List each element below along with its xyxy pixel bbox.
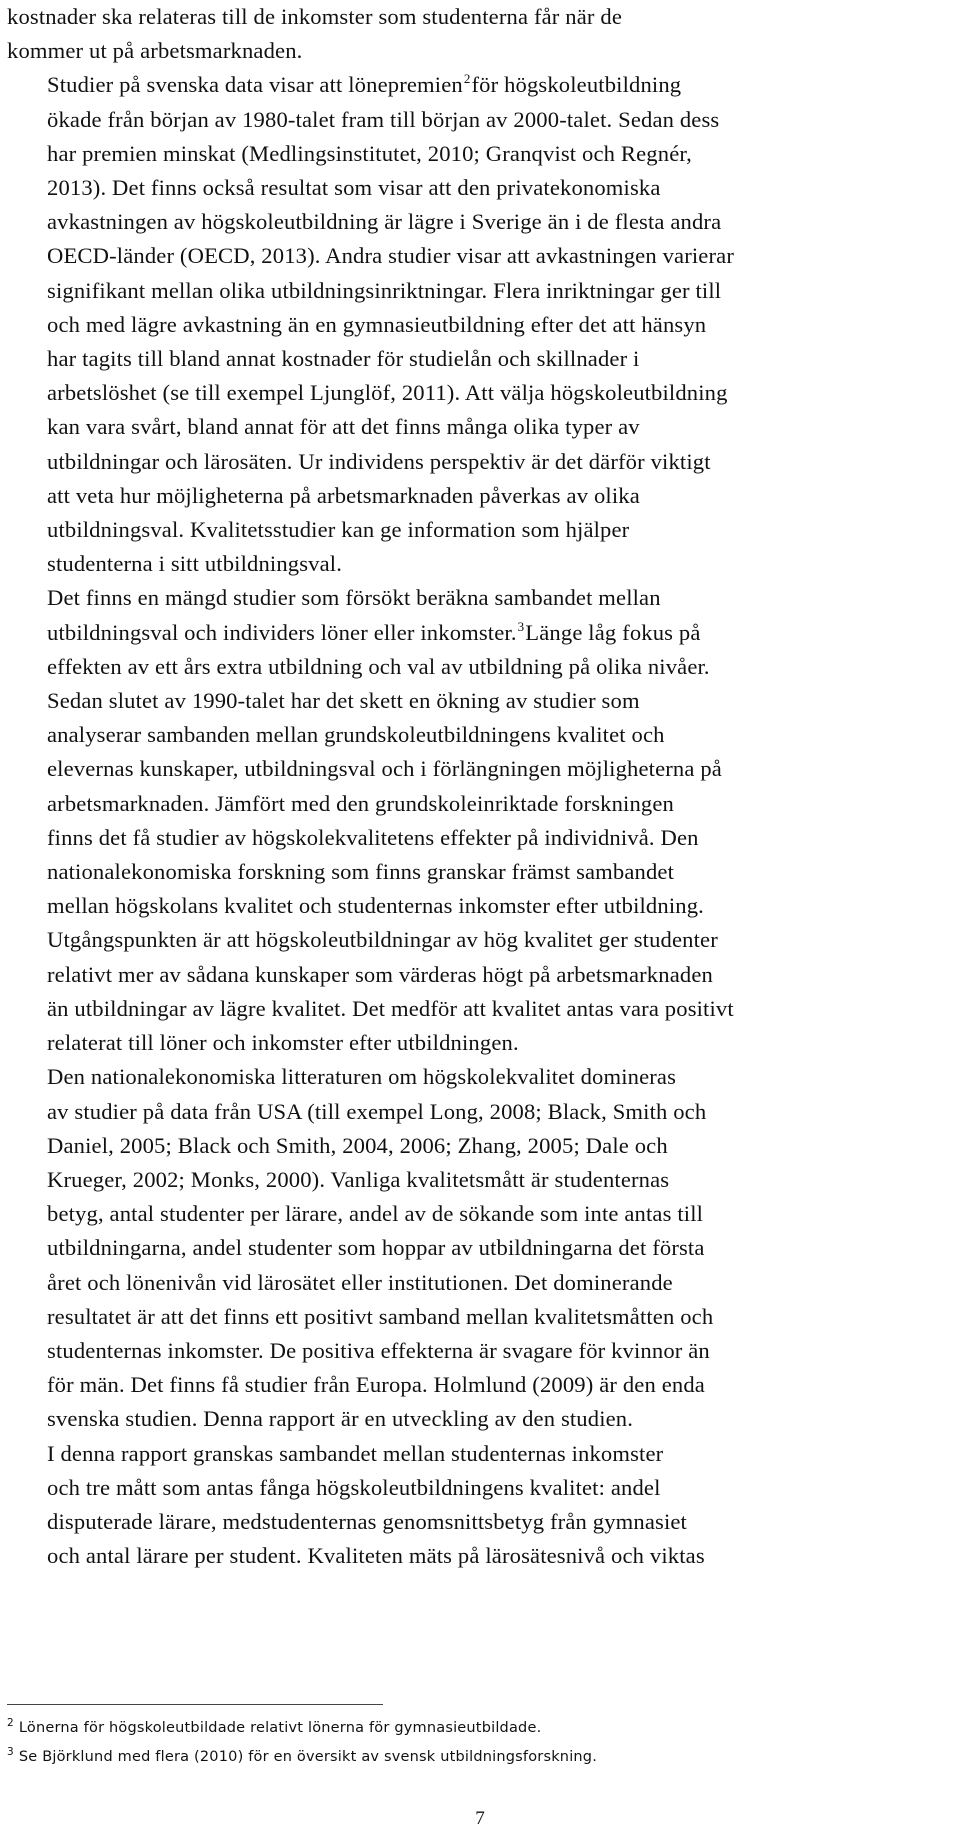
- text-run: att veta hur möjligheterna på arbetsmarknaden påverkas av olika: [47, 482, 640, 508]
- footnote-marker: 3: [7, 1746, 14, 1758]
- footnote-reference[interactable]: 2: [463, 71, 471, 87]
- text-line: [7, 958, 953, 992]
- text-line: [7, 342, 953, 376]
- text-run: Det finns en mängd studier som försökt beräkna sambandet mellan: [47, 585, 661, 611]
- text-line: [7, 616, 953, 650]
- text-run: studenternas inkomster. De positiva effekterna är svagare för kvinnor än: [47, 1337, 710, 1363]
- text-run: utbildningsval. Kvalitetsstudier kan ge information som hjälper: [47, 517, 630, 543]
- text-line: [7, 0, 953, 34]
- text-line: [7, 855, 953, 889]
- text-run: relaterat till löner och inkomster efter utbildningen.: [47, 1030, 519, 1056]
- document-page: [7, 0, 953, 1573]
- text-run: Den nationalekonomiska litteraturen om högskolekvalitet domineras: [47, 1064, 677, 1090]
- text-line: [7, 137, 953, 171]
- text-run: utbildningar och lärosäten. Ur individens perspektiv är det därför viktigt: [47, 448, 711, 474]
- page-number: 7: [475, 1808, 485, 1829]
- text-run: relativt mer av sådana kunskaper som värderas högt på arbetsmarknaden: [47, 961, 713, 987]
- text-line: [7, 1505, 953, 1539]
- text-line: [7, 239, 953, 273]
- text-line: [7, 1368, 953, 1402]
- paragraph: [7, 1060, 953, 1436]
- text-line: [7, 205, 953, 239]
- text-run: Krueger, 2002; Monks, 2000). Vanliga kvalitetsmått är studenternas: [47, 1166, 670, 1192]
- text-line: [7, 410, 953, 444]
- text-line: [7, 171, 953, 205]
- text-line: [7, 1402, 953, 1436]
- text-line: [7, 821, 953, 855]
- text-line: [7, 1437, 953, 1471]
- text-run: och med lägre avkastning än en gymnasieutbildning efter det att hänsyn: [47, 311, 707, 337]
- text-run: arbetslöshet (se till exempel Ljunglöf, 2011). Att välja högskoleutbildning: [47, 380, 728, 406]
- text-line: [7, 889, 953, 923]
- text-run: för högskoleutbildning: [471, 72, 682, 98]
- text-line: [7, 992, 953, 1026]
- paragraph: [7, 68, 953, 581]
- text-line: [7, 103, 953, 137]
- text-run: betyg, antal studenter per lärare, andel av de sökande som inte antas till: [47, 1201, 704, 1227]
- text-run: Studier på svenska data visar att lönepremien: [47, 72, 463, 98]
- text-run: har premien minskat (Medlingsinstitutet, 2010; Granqvist och Regnér,: [47, 140, 692, 166]
- text-run: OECD-länder (OECD, 2013). Andra studier visar att avkastningen varierar: [47, 243, 735, 269]
- text-run: än utbildningar av lägre kvalitet. Det medför att kvalitet antas vara positivt: [47, 995, 734, 1021]
- text-run: finns det få studier av högskolekvalitetens effekter på individnivå. Den: [47, 824, 699, 850]
- footnote-2: [7, 1714, 597, 1743]
- text-line: [7, 1300, 953, 1334]
- text-run: I denna rapport granskas sambandet mellan studenternas inkomster: [47, 1440, 664, 1466]
- text-line: [7, 1095, 953, 1129]
- text-run: av studier på data från USA (till exempel Long, 2008; Black, Smith och: [47, 1098, 707, 1124]
- text-line: [7, 547, 953, 581]
- text-line: [7, 1334, 953, 1368]
- text-run: 2013). Det finns också resultat som visar att den privatekonomiska: [47, 175, 661, 201]
- text-line: [7, 308, 953, 342]
- text-line: [7, 1060, 953, 1094]
- footnote-3: [7, 1743, 597, 1772]
- text-run: avkastningen av högskoleutbildning är lägre i Sverige än i de flesta andra: [47, 209, 722, 235]
- text-run: svenska studien. Denna rapport är en utveckling av den studien.: [47, 1406, 634, 1432]
- text-run: för män. Det finns få studier från Europa. Holmlund (2009) är den enda: [47, 1372, 705, 1398]
- paragraph: [7, 1437, 953, 1574]
- text-run: utbildningarna, andel studenter som hoppar av utbildningarna det första: [47, 1235, 705, 1261]
- text-line: [7, 923, 953, 957]
- text-run: disputerade lärare, medstudenternas genomsnittsbetyg från gymnasiet: [47, 1508, 687, 1534]
- text-line: [7, 581, 953, 615]
- text-line: [7, 752, 953, 786]
- text-run: och tre mått som antas fånga högskoleutbildningens kvalitet: andel: [47, 1474, 661, 1500]
- paragraph: [7, 0, 953, 68]
- text-line: [7, 684, 953, 718]
- text-line: [7, 513, 953, 547]
- text-line: [7, 376, 953, 410]
- footnotes: [7, 1714, 597, 1772]
- text-run: och antal lärare per student. Kvaliteten mäts på lärosätesnivå och viktas: [47, 1543, 705, 1569]
- text-line: [7, 1026, 953, 1060]
- text-run: Länge låg fokus på: [525, 619, 701, 645]
- text-line: [7, 1163, 953, 1197]
- text-line: [7, 1266, 953, 1300]
- text-line: [7, 650, 953, 684]
- paragraph: [7, 581, 953, 1060]
- text-run: året och lönenivån vid lärosätet eller institutionen. Det dominerande: [47, 1269, 673, 1295]
- text-line: [7, 34, 953, 68]
- body-text: [7, 0, 953, 1573]
- text-line: [7, 1471, 953, 1505]
- text-run: studenterna i sitt utbildningsval.: [47, 551, 343, 577]
- text-line: [7, 445, 953, 479]
- text-run: mellan högskolans kvalitet och studenternas inkomster efter utbildning.: [47, 893, 704, 919]
- text-run: analyserar sambanden mellan grundskoleutbildningens kvalitet och: [47, 722, 665, 748]
- text-line: [7, 1539, 953, 1573]
- text-line: [7, 787, 953, 821]
- text-run: har tagits till bland annat kostnader för studielån och skillnader i: [47, 346, 640, 372]
- footnote-reference[interactable]: 3: [517, 618, 525, 634]
- text-line: [7, 718, 953, 752]
- text-line: [7, 68, 953, 102]
- text-line: [7, 1129, 953, 1163]
- text-run: signifikant mellan olika utbildningsinriktningar. Flera inriktningar ger till: [47, 277, 722, 303]
- text-run: Utgångspunkten är att högskoleutbildningar av hög kvalitet ger studenter: [47, 927, 718, 953]
- text-run: Sedan slutet av 1990-talet har det skett en ökning av studier som: [47, 688, 640, 714]
- text-run: utbildningsval och individers löner eller inkomster.: [47, 619, 517, 645]
- text-run: arbetsmarknaden. Jämfört med den grundskoleinriktade forskningen: [47, 790, 674, 816]
- text-run: kommer ut på arbetsmarknaden.: [7, 38, 303, 64]
- footnote-marker: 2: [7, 1717, 14, 1729]
- text-line: [7, 1231, 953, 1265]
- text-run: kan vara svårt, bland annat för att det finns många olika typer av: [47, 414, 640, 440]
- text-run: nationalekonomiska forskning som finns granskar främst sambandet: [47, 859, 675, 885]
- text-line: [7, 274, 953, 308]
- text-run: kostnader ska relateras till de inkomster som studenterna får när de: [7, 4, 623, 29]
- text-run: ökade från början av 1980-talet fram till början av 2000-talet. Sedan dess: [47, 106, 720, 132]
- footnote-text: Se Björklund med flera (2010) för en översikt av svensk utbildningsforskning.: [18, 1749, 598, 1765]
- text-run: resultatet är att det finns ett positivt samband mellan kvalitetsmåtten och: [47, 1303, 714, 1329]
- text-run: elevernas kunskaper, utbildningsval och i förlängningen möjligheterna på: [47, 756, 722, 782]
- text-run: effekten av ett års extra utbildning och val av utbildning på olika nivåer.: [47, 653, 710, 679]
- footnote-text: Lönerna för högskoleutbildade relativt lönerna för gymnasieutbildade.: [18, 1720, 542, 1736]
- text-line: [7, 1197, 953, 1231]
- footnote-separator: [7, 1704, 383, 1705]
- text-line: [7, 479, 953, 513]
- text-run: Daniel, 2005; Black och Smith, 2004, 2006; Zhang, 2005; Dale och: [47, 1132, 668, 1158]
